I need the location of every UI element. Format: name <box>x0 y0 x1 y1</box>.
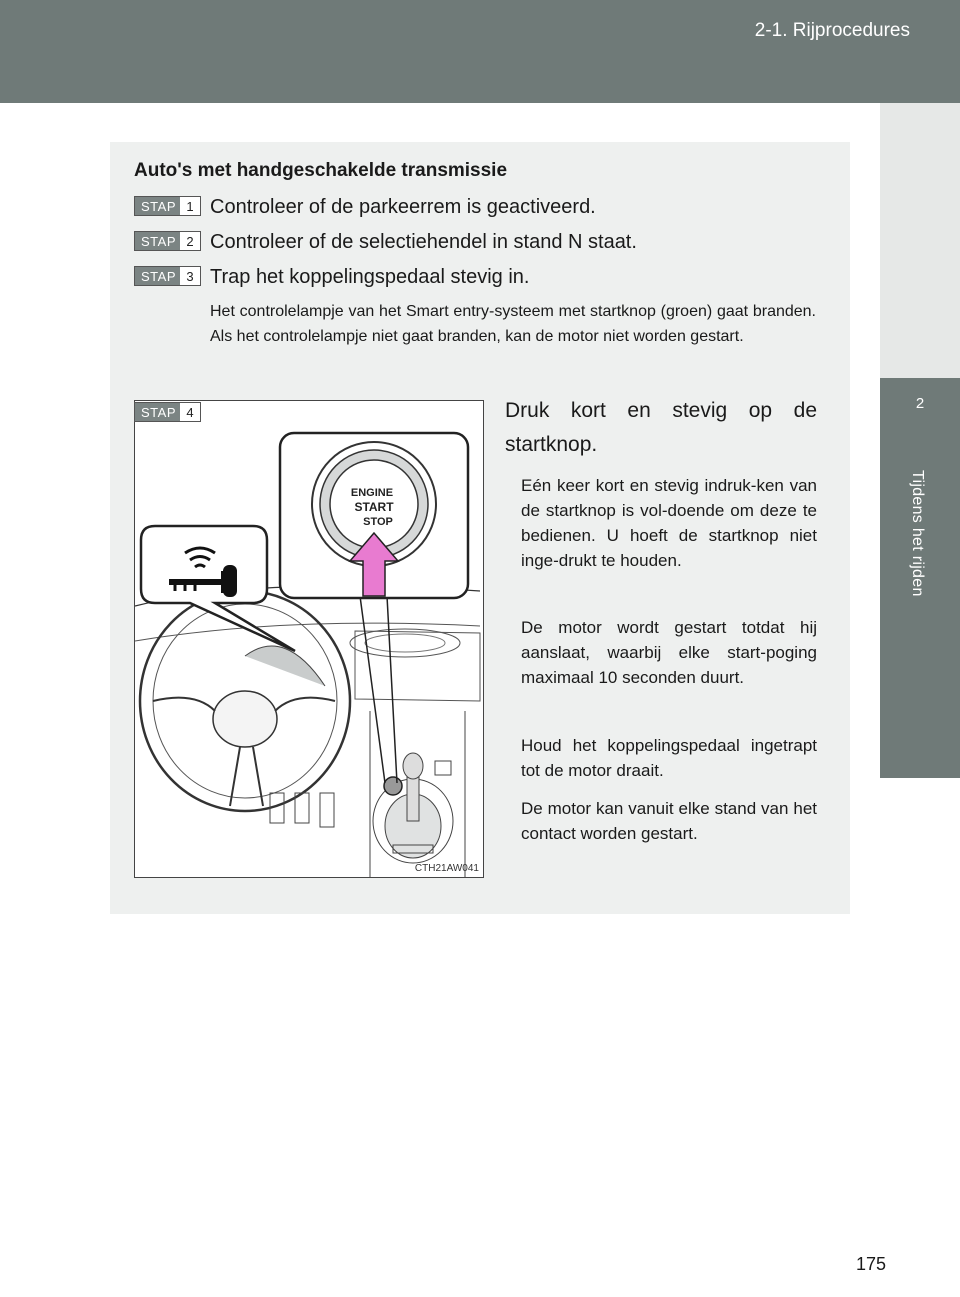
step-3-note: Het controlelampje van het Smart entry-systeem met startknop (groen) gaat branden. Als het controlelampje niet gaat branden, kan de motor niet worden gestart. <box>210 303 816 345</box>
header-bar <box>0 0 960 103</box>
step-text-3: Trap het koppelingspedaal stevig in. <box>210 266 530 288</box>
paragraph-2: De motor wordt gestart totdat hij aanslaat, waarbij elke start-poging maximaal 10 seconden duurt. <box>521 618 817 687</box>
paragraph-1: Eén keer kort en stevig indruk-ken van de startknop is vol-doende om deze te bedienen. U hoeft de startknop niet inge-drukt te houden. <box>521 476 817 570</box>
page-number: 175 <box>855 1254 886 1274</box>
paragraph-3: Houd het koppelingspedaal ingetrapt tot de motor draait. <box>521 736 817 780</box>
side-tab-spacer <box>880 103 960 378</box>
chapter-number: 2 <box>915 395 925 412</box>
section-title: 2-1. Rijprocedures <box>754 20 910 41</box>
dashboard-drawing <box>135 401 484 878</box>
box-heading: Auto's met handgeschakelde transmissie <box>134 160 508 181</box>
button-line-2: START <box>354 500 394 514</box>
step-text-4: Druk kort en stevig op de startknop. <box>505 399 817 456</box>
chapter-tab <box>880 378 960 458</box>
chapter-label: Tijdens het rijden <box>909 470 926 597</box>
dashboard-illustration <box>134 400 484 878</box>
paragraph-4: De motor kan vanuit elke stand van het contact worden gestart. <box>521 799 817 843</box>
step-text-2: Controleer of de selectiehendel in stand N staat. <box>210 231 637 253</box>
step-text-1: Controleer of de parkeerrem is geactiveerd. <box>210 196 596 218</box>
figure-code: CTH21AW041 <box>414 863 479 874</box>
button-line-3: STOP <box>363 516 393 528</box>
step-badge-3: STAP 3 <box>134 266 201 286</box>
step-badge-1: STAP 1 <box>134 196 201 216</box>
step-badge-2: STAP 2 <box>134 231 201 251</box>
button-line-1: ENGINE <box>350 487 394 499</box>
step-badge-4: STAP 4 <box>134 402 201 422</box>
